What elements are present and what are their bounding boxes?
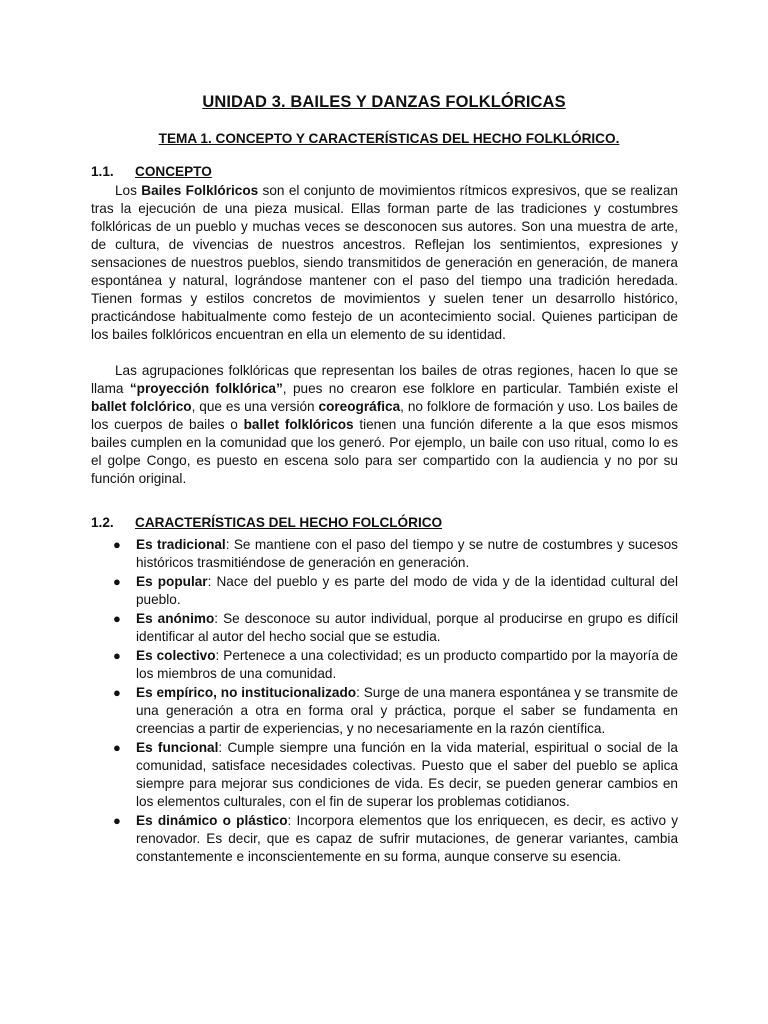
text-run: , no folklore de formación y uso. Los bailes de los cuerpos de bailes o (91, 399, 678, 432)
item-text: : Se desconoce su autor individual, porque al producirse en grupo es difícil identificar al autor del hecho social que se estudia. (136, 611, 678, 644)
list-item (91, 573, 678, 609)
text-run: son el conjunto de movimientos rítmicos expresivos, que se realizan tras la ejecución de una pieza musical. Ellas forman parte de las tradiciones y costumbres folklóricas de un pueblo y muchas veces se desconocen sus autores. Son una muestra de arte, de cultura, de vivencias de nuestros ancestros. Reflejan los sentimientos, expresiones y sensaciones de nuestros pueblos, siendo transmitidos de generación en generación, de manera espontánea y natural, lográndose mantener con el paso del tiempo una tradición heredada. Tienen formas y estilos concretos de movimientos y suelen tener un desarrollo histórico, practicándose habitualmente como festejo de un acontecimiento social. Quienes participan de los bailes folklóricos encuentran en ella un elemento de su identidad. (91, 183, 678, 342)
paragraph-concepto-1 (91, 182, 678, 344)
bold-term: “proyección folklórica” (129, 381, 283, 396)
text-run: tienen una función diferente a la que esos mismos bailes cumplen en la comunidad que los generó. Por ejemplo, un baile con uso ritual, como lo es el golpe Congo, es puesto en escena solo para ser compartido con la audiencia y no por su función original. (91, 417, 678, 486)
item-label: Es empírico, no institucionalizado (136, 685, 357, 700)
section-number: 1.2. (91, 515, 114, 530)
bold-term: ballet folclórico (91, 399, 192, 414)
item-text: : Incorpora elementos que los enriquecen, es decir, es activo y renovador. Es decir, que es capaz de sufrir mutaciones, de generar variantes, cambia constantemente e inconscientemente en su forma, aunque conserve su esencia. (136, 813, 678, 864)
item-label: Es popular (136, 574, 208, 589)
item-text: : Nace del pueblo y es parte del modo de vida y de la identidad cultural del pueblo. (136, 574, 678, 607)
list-item (91, 610, 678, 646)
bullet-icon: ● (113, 574, 121, 589)
paragraph-concepto-2 (91, 362, 678, 488)
section-heading-concepto (91, 164, 212, 179)
item-text: : Se mantiene con el paso del tiempo y se nutre de costumbres y sucesos históricos trasmitiéndose de generación en generación. (136, 537, 678, 570)
section-number: 1.1. (91, 164, 114, 179)
item-label: Es dinámico o plástico (136, 813, 288, 828)
item-label: Es tradicional (136, 537, 226, 552)
list-item (91, 536, 678, 572)
text-run: , pues no crearon ese folklore en particular. También existe el (282, 381, 679, 396)
item-label: Es funcional (136, 740, 219, 755)
item-label: Es colectivo (136, 648, 216, 663)
document-title: UNIDAD 3. BAILES Y DANZAS FOLKLÓRICAS (202, 93, 566, 111)
bold-term: ballet folklóricos (243, 417, 354, 432)
document-subtitle: TEMA 1. CONCEPTO Y CARACTERÍSTICAS DEL HECHO FOLKLÓRICO. (158, 131, 620, 146)
item-text: : Surge de una manera espontánea y se transmite de una generación a otra en forma oral y práctica, porque el saber se fundamenta en creencias a partir de experiencias, y no necesariamente en la razón científica. (136, 685, 679, 736)
list-item (91, 684, 678, 738)
text-run: , que es una versión (191, 399, 319, 414)
list-item (91, 647, 678, 683)
item-label: Es anónimo (136, 611, 215, 626)
text-run: Las agrupaciones folklóricas que representan los bailes de otras regiones, hacen lo que se llama (91, 363, 678, 396)
section-title: CONCEPTO (135, 164, 212, 179)
bullet-icon: ● (113, 648, 121, 663)
section-heading-caracteristicas (91, 515, 442, 530)
text-run: Los (115, 183, 142, 198)
section-title: CARACTERÍSTICAS DEL HECHO FOLCLÓRICO (135, 515, 443, 530)
bullet-icon: ● (113, 685, 121, 700)
bold-term: Bailes Folklóricos (141, 183, 259, 198)
bullet-icon: ● (113, 611, 121, 626)
item-text: : Pertenece a una colectividad; es un producto compartido por la mayoría de los miembros de una comunidad. (136, 648, 678, 681)
list-item (91, 739, 678, 811)
bullet-icon: ● (113, 813, 121, 828)
item-text: : Cumple siempre una función en la vida material, espiritual o social de la comunidad, satisface necesidades colectivas. Puesto que el saber del pueblo se aplica siempre para mejorar sus condiciones de vida. Es decir, se pueden generar cambios en los elementos culturales, con el fin de superar los problemas cotidianos. (136, 740, 678, 809)
bullet-icon: ● (113, 740, 121, 755)
list-item (91, 812, 678, 866)
bullet-icon: ● (113, 537, 121, 552)
characteristics-list (91, 536, 678, 867)
bold-term: coreográfica (318, 399, 401, 414)
